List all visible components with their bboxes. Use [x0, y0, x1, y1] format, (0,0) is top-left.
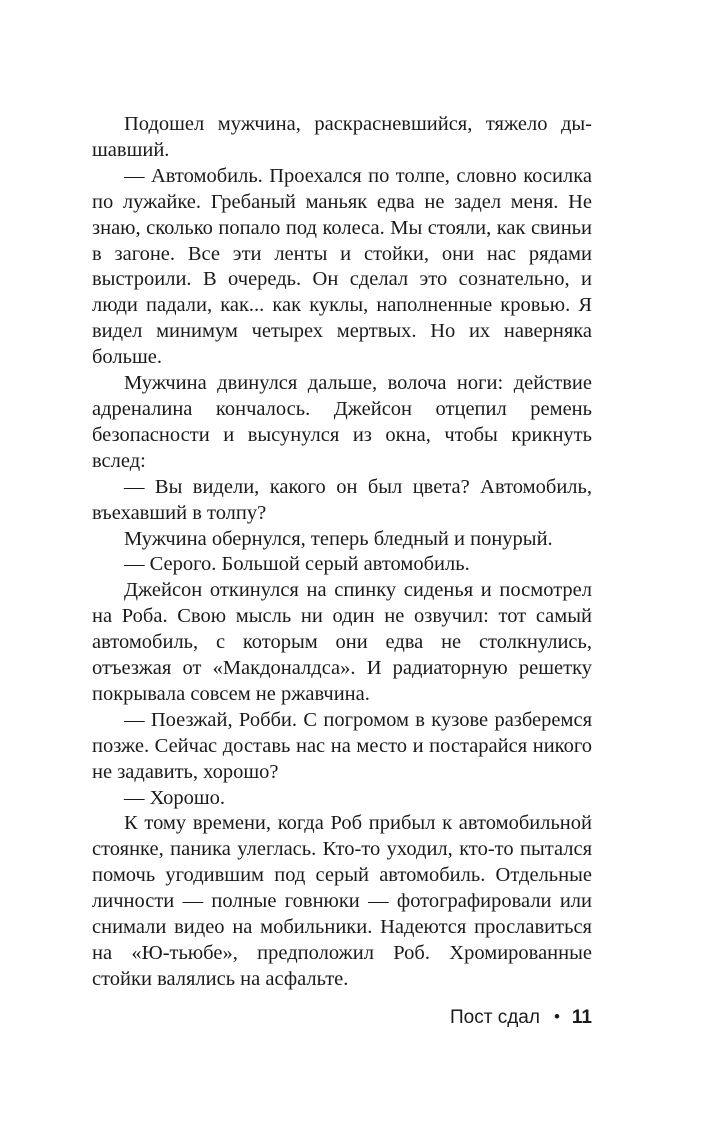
paragraph: — Хорошо.	[124, 786, 226, 809]
paragraph: Мужчина двинулся дальше, волоча ноги: действие адреналина кончалось. Джейсон отцепил ремень безопасности и высунулся из окна, чтобы крикнуть вслед:	[92, 372, 592, 472]
paragraph: Джейсон откинулся на спинку сиденья и посмотрел на Роба. Свою мысль ни один не озвучил: тот самый автомобиль, с которым они едва не столкнулись, отъезжая от «Макдоналдса». И радиаторную решетку покрывала совсем не ржавчина.	[92, 579, 592, 705]
body-text	[92, 112, 592, 993]
paragraph: Подошел мужчина, раскрасневшийся, тяжело дышавший.	[92, 113, 592, 161]
page-footer	[380, 1004, 592, 1032]
paragraph: — Вы видели, какого он был цвета? Автомобиль, въехавший в толпу?	[92, 475, 592, 524]
paragraph: Мужчина обернулся, теперь бледный и понурый.	[124, 527, 553, 550]
paragraph: — Серого. Большой серый автомобиль.	[124, 553, 470, 576]
bullet-separator: •	[553, 1007, 560, 1026]
paragraph: К тому времени, когда Роб прибыл к автомобильной стоянке, паника улеглась. Кто-то уходил, кто-то пытался помочь угодившим под серый автомобиль. Отдельные личности — полные говнюки — фотографировали или снимали видео на мобильники. Надеются прославиться на «Ю-тьюбе», предположил Роб. Хромированные стойки валялись на асфальте.	[92, 812, 592, 990]
running-title: Пост сдал	[450, 1007, 540, 1028]
page-number: 11	[571, 1007, 592, 1028]
paragraph: — Поезжай, Робби. С погромом в кузове разберемся позже. Сейчас доставь нас на место и постарайся никого не задавить, хорошо?	[92, 708, 592, 783]
paragraph: — Автомобиль. Проехался по толпе, словно косилка по лужайке. Гребаный маньяк едва не задел меня. Не знаю, сколько попало под колеса. Мы стояли, как свиньи в загоне. Все эти ленты и стойки, они нас рядами выстроили. В очередь. Он сделал это сознательно, и люди падали, как... как куклы, наполненные кровью. Я видел минимум четырех мертвых. Но их наверняка больше.	[92, 164, 592, 369]
